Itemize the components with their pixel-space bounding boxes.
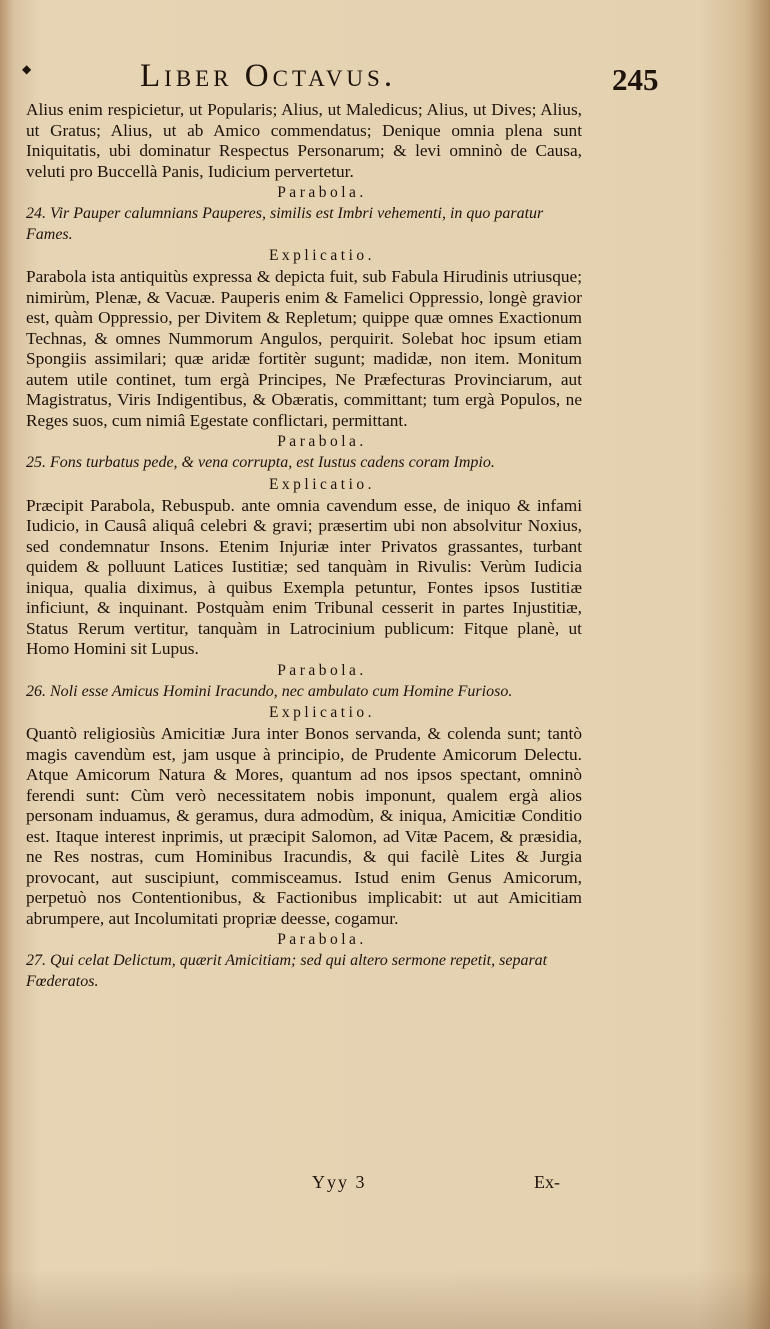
signature-mark: Yyy 3: [312, 1172, 367, 1192]
text-paragraph: Quantò religiosiùs Amicitiæ Jura inter Bonos servanda, & colenda sunt; tantò magis cavendùm est, jam usque à principio, de Prudente Amicorum Delectu. Atque Amicorum Natura & Mores, quantum ad nos ipsos spectant, omninò ferendi sunt: Cùm verò necessitatem nobis imponunt, qualem ergà alios personam induamus, & geramus, dura admodùm, & iniqua, Amicitiæ Conditio est. Itaque interest inprimis, ut præcipit Salomon, ad Vitæ Pacem, & præsidia, ne Res nostras, cum Hominibus Iracundis, & qui facilè Lites & Jurgia provocant, aut suscipiunt, commisceamus. Istud enim Genus Amicorum, perpetuò nos Contentionibus, & Factionibus implicabit: ut aut Amicitiam abrumpere, aut Incolumitati propriæ deesse, cogamur.: [26, 724, 582, 928]
section-heading: Parabola.: [277, 931, 367, 948]
text-paragraph: Parabola ista antiquitùs expressa & depicta fuit, sub Fabula Hirudinis utriusque; nimirùm, Plenæ, & Vacuæ. Pauperis enim & Famelici Oppressio, longè gravior est, quàm Oppressio, per Divitem & Repletum; quippe quæ omnes Exactionum Technas, & omnes Nummorum Angulos, perquirit. Solebat hoc ipsum etiam Spongiis assimilari; quæ aridæ fortitèr sugunt; madidæ, non item. Monitum autem utile continet, tum ergà Principes, Ne Præfecturas Provinciarum, aut Magistratus, Viris Indigentibus, & Obæratis, committant; tum ergà Populos, ne Reges suos, cum nimiâ Egestate conflictari, permittant.: [26, 267, 582, 430]
section-heading: Explicatio.: [268, 704, 376, 721]
running-title: Liber Octavus.: [140, 58, 397, 94]
section-heading: Explicatio.: [268, 247, 376, 264]
proverb-verse: 25. Fons turbatus pede, & vena corrupta, est Iustus cadens coram Impio.: [26, 454, 495, 471]
page-header: [0, 58, 770, 98]
text-paragraph: Alius enim respicietur, ut Popularis; Alius, ut Maledicus; Alius, ut Dives; Alius, ut Gratus; Alius, ut ab Amico commendatus; Denique omnia plena sunt Iniquitatis, ubi dominatur Respectus Personarum; & levi omninò de Causa, veluti pro Buccellà Panis, Iudicium pervertetur.: [26, 100, 582, 181]
page-number: 245: [612, 62, 659, 97]
text-paragraph: Præcipit Parabola, Rebuspub. ante omnia cavendum esse, de iniquo & infami Iudicio, in Causâ aliquâ celebri & gravi; præsertim ubi non absolvitur Noxius, sed condemnatur Insons. Etenim Injuriæ inter Privatos grassantes, turbant quidem & polluunt Latices Iustitiæ; sed tanquàm in Rivulis: Verùm Iudicia iniqua, qualia diximus, à quibus Exempla petuntur, Fontes ipsos Iustitiæ inficiunt, & inquinant. Postquàm enim Tribunal cesserit in partes Injustitiæ, Status Rerum vertitur, tanquàm in Latrocinium publicum: Fitque planè, ut Homo Homini sit Lupus.: [26, 495, 582, 658]
proverb-verse: 27. Qui celat Delictum, quærit Amicitiam; sed qui altero sermone repetit, separat Fœderatos.: [26, 952, 548, 990]
section-heading: Parabola.: [277, 433, 367, 450]
page-body: [26, 100, 582, 992]
section-heading: Explicatio.: [268, 475, 376, 493]
ink-mark-icon: ◆: [22, 62, 32, 76]
section-heading: Parabola.: [277, 661, 367, 679]
section-heading: Parabola.: [277, 184, 367, 201]
proverb-verse: 26. Noli esse Amicus Homini Iracundo, nec ambulato cum Homine Furioso.: [26, 682, 513, 700]
catchword: Ex-: [534, 1172, 560, 1192]
proverb-verse: 24. Vir Pauper calumnians Pauperes, similis est Imbri vehementi, in quo paratur Fames.: [26, 205, 544, 243]
page-footer: [0, 1172, 770, 1202]
